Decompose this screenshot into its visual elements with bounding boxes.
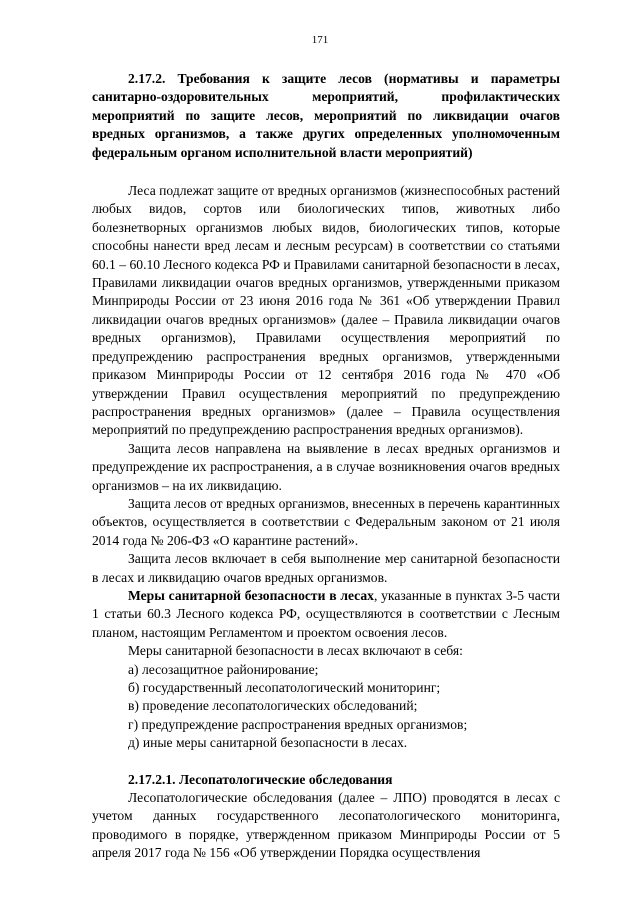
list-item: а) лесозащитное районирование; [128,661,319,677]
sanitary-measures-text: , указанные в пунктах 3-5 части 1 статьи 60.3 Лесного кодекса РФ, осуществляются в соответствии с Лесным планом, настоящим Регламентом и проектом освоения лесов. [92,587,560,640]
subsection-heading: 2.17.2.1. Лесопатологические обследования [128,771,393,787]
paragraph-forest-protection: Леса подлежат защите от вредных организмов (жизнеспособных растений любых видов, сортов или биологических типов, животных либо болезнетворных организмов любых видов, биологических типов, которые способны нанести вред лесам и лесным ресурсам) в соответствии со статьями 60.1 – 60.10 Лесного кодекса РФ и Правилами санитарной безопасности в лесах, Правилами ликвидации очагов вредных организмов, утвержденными приказом Минприроды России от 23 июня 2016 года № 361 «Об утверждении Правил ликвидации очагов вредных организмов» (далее – Правила ликвидации очагов вредных организмов), Правилами осуществления мероприятий по предупреждению распространения вредных организмов, утвержденными приказом Минприроды России от 12 сентября 2016 года № 470 «Об утверждении Правил осуществления мероприятий по предупреждению распространения вредных организмов» (далее – Правила осуществления мероприятий по предупреждению распространения вредных организмов). [92,183,560,438]
paragraph-protection-includes: Защита лесов включает в себя выполнение мер санитарной безопасности в лесах и ликвидацию очагов вредных организмов. [92,551,560,585]
list-item: д) иные меры санитарной безопасности в лесах. [128,735,408,751]
paragraph-sanitary-measures [92,587,560,642]
paragraph-lpo: Лесопатологические обследования (далее – ЛПО) проводятся в лесах с учетом данных государственного лесопатологического мониторинга, проводимого в порядке, утвержденном приказом Минприроды России от 5 апреля 2017 года № 156 «Об утверждении Порядка осуществления [92,790,560,861]
page-number: 171 [311,34,329,46]
spacer [92,753,560,771]
list-item: в) проведение лесопатологических обследований; [128,698,418,714]
paragraph-quarantine: Защита лесов от вредных организмов, внесенных в перечень карантинных объектов, осуществляется в соответствии с Федеральным законом от 21 июля 2014 года № 206-ФЗ «О карантине растений». [92,495,560,548]
document-body [92,70,560,863]
paragraph-protection-purpose: Защита лесов направлена на выявление в лесах вредных организмов и предупреждение их распространения, а в случае возникновения очагов вредных организмов – на их ликвидацию. [92,440,560,493]
list-item: б) государственный лесопатологический мониторинг; [128,680,441,695]
paragraph-measures-list-intro: Меры санитарной безопасности в лесах включают в себя: [128,643,463,659]
sanitary-measures-term: Меры санитарной безопасности в лесах [128,587,374,603]
list-item: г) предупреждение распространения вредных организмов; [128,716,468,732]
spacer [92,162,560,182]
section-heading: 2.17.2. Требования к защите лесов (нормативы и параметры санитарно-оздоровительных мероприятий, профилактических мероприятий по защите лесов, мероприятий по ликвидации очагов вредных организмов, а также других определенных уполномоченным федеральным органом исполнительной власти мероприятий) [92,71,560,160]
